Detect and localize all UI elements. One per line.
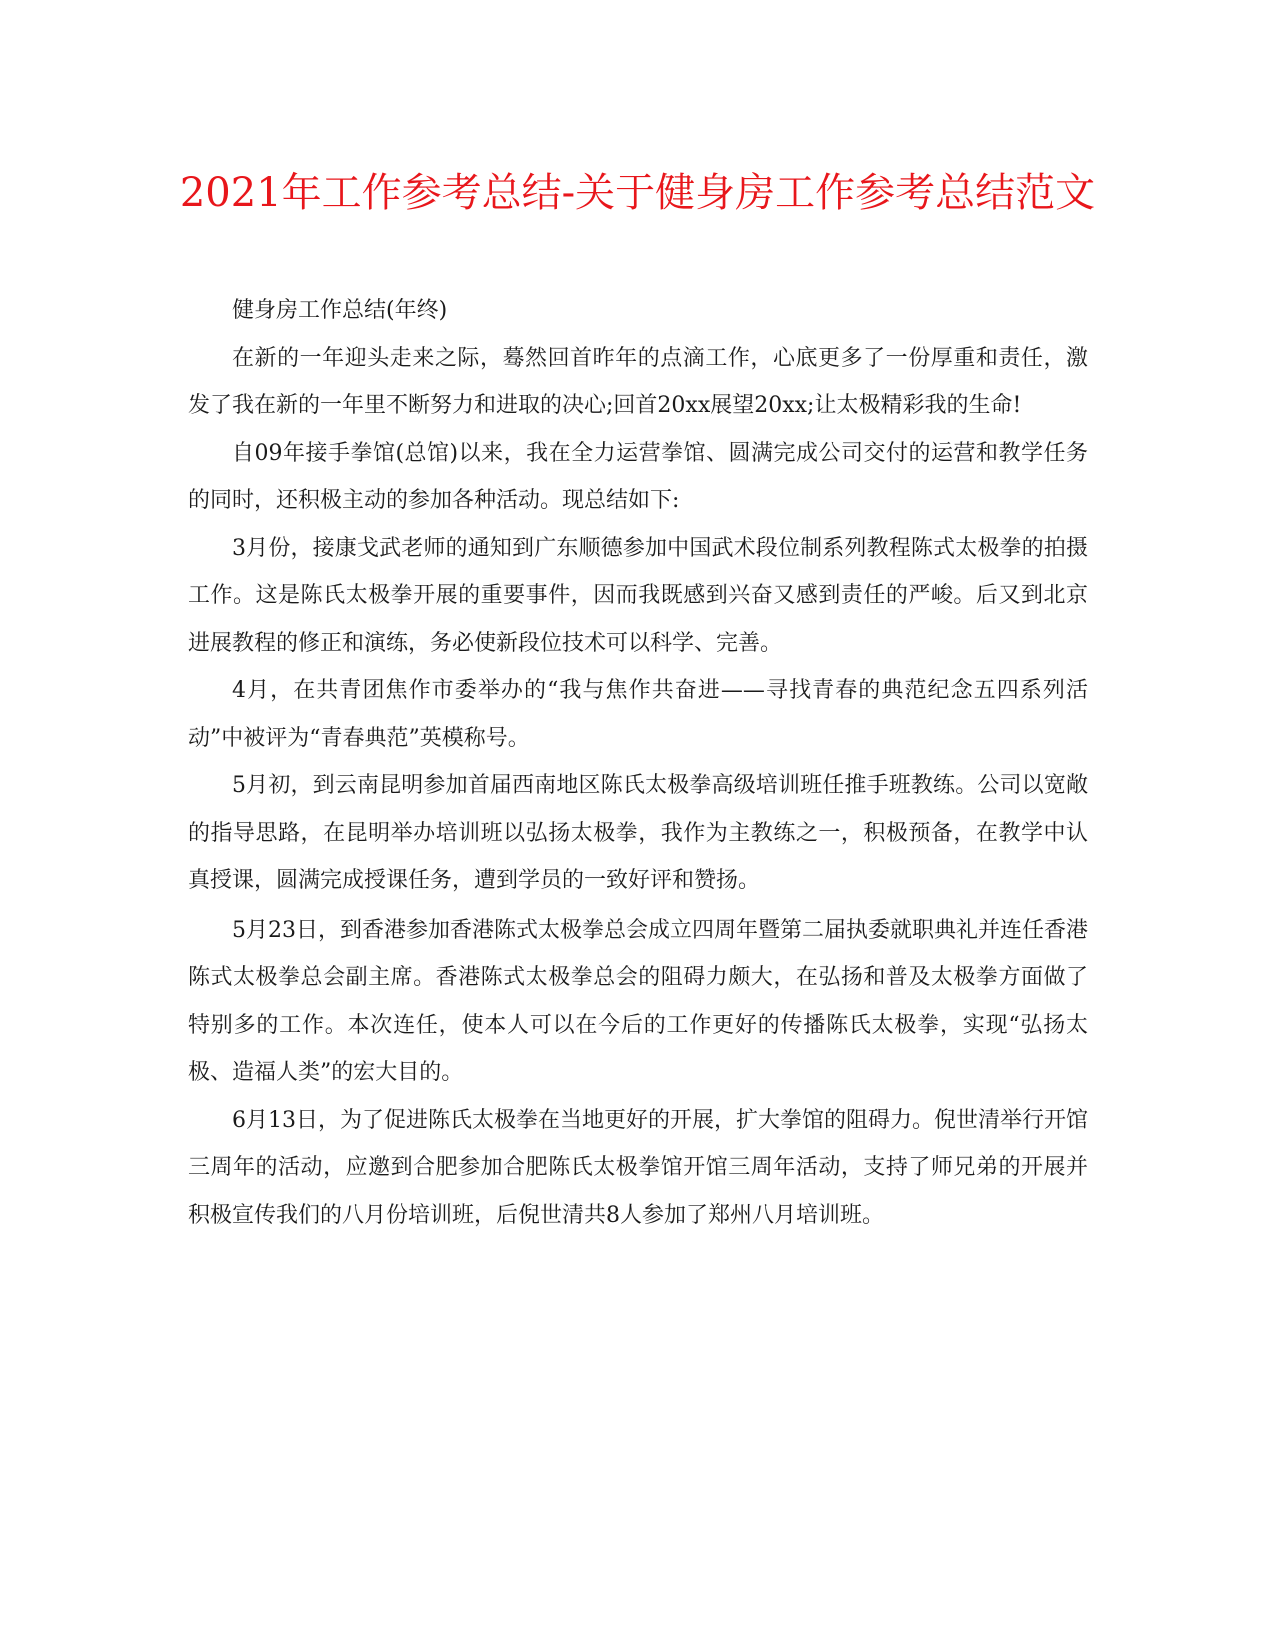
document-body xyxy=(188,287,1088,1239)
document-title: 2021年工作参考总结-关于健身房工作参考总结范文 xyxy=(179,170,1096,216)
paragraph-may-23: 5月23日，到香港参加香港陈式太极拳总会成立四周年暨第二届执委就职典礼并连任香港陈式太极拳总会副主席。香港陈式太极拳总会的阻碍力颇大，在弘扬和普及太极拳方面做了特别多的工作。本次连任，使本人可以在今后的工作更好的传播陈氏太极拳，实现“弘扬太极、造福人类”的宏大目的。 xyxy=(188,917,1088,1085)
paragraph-overview: 自09年接手拳馆(总馆)以来，我在全力运营拳馆、圆满完成公司交付的运营和教学任务的同时，还积极主动的参加各种活动。现总结如下: xyxy=(188,440,1088,513)
paragraph-june-13: 6月13日，为了促进陈氏太极拳在当地更好的开展，扩大拳馆的阻碍力。倪世清举行开馆三周年的活动，应邀到合肥参加合肥陈氏太极拳馆开馆三周年活动，支持了师兄弟的开展并积极宣传我们的八月份培训班，后倪世清共8人参加了郑州八月培训班。 xyxy=(188,1107,1088,1228)
paragraph-april: 4月，在共青团焦作市委举办的“我与焦作共奋进——寻找青春的典范纪念五四系列活动”中被评为“青春典范”英模称号。 xyxy=(188,678,1088,751)
paragraph-may-early: 5月初，到云南昆明参加首届西南地区陈氏太极拳高级培训班任推手班教练。公司以宽敞的指导思路，在昆明举办培训班以弘扬太极拳，我作为主教练之一，积极预备，在教学中认真授课，圆满完成授课任务，遭到学员的一致好评和赞扬。 xyxy=(188,773,1088,893)
paragraph-subtitle: 健身房工作总结(年终) xyxy=(232,298,448,323)
paragraph-intro: 在新的一年迎头走来之际，蓦然回首昨年的点滴工作，心底更多了一份厚重和责任，激发了我在新的一年里不断努力和进取的决心;回首20xx展望20xx;让太极精彩我的生命! xyxy=(188,345,1088,418)
paragraph-march: 3月份，接康戈武老师的通知到广东顺德参加中国武术段位制系列教程陈式太极拳的拍摄工作。这是陈氏太极拳开展的重要事件，因而我既感到兴奋又感到责任的严峻。后又到北京进展教程的修正和演练，务必使新段位技术可以科学、完善。 xyxy=(188,535,1088,656)
